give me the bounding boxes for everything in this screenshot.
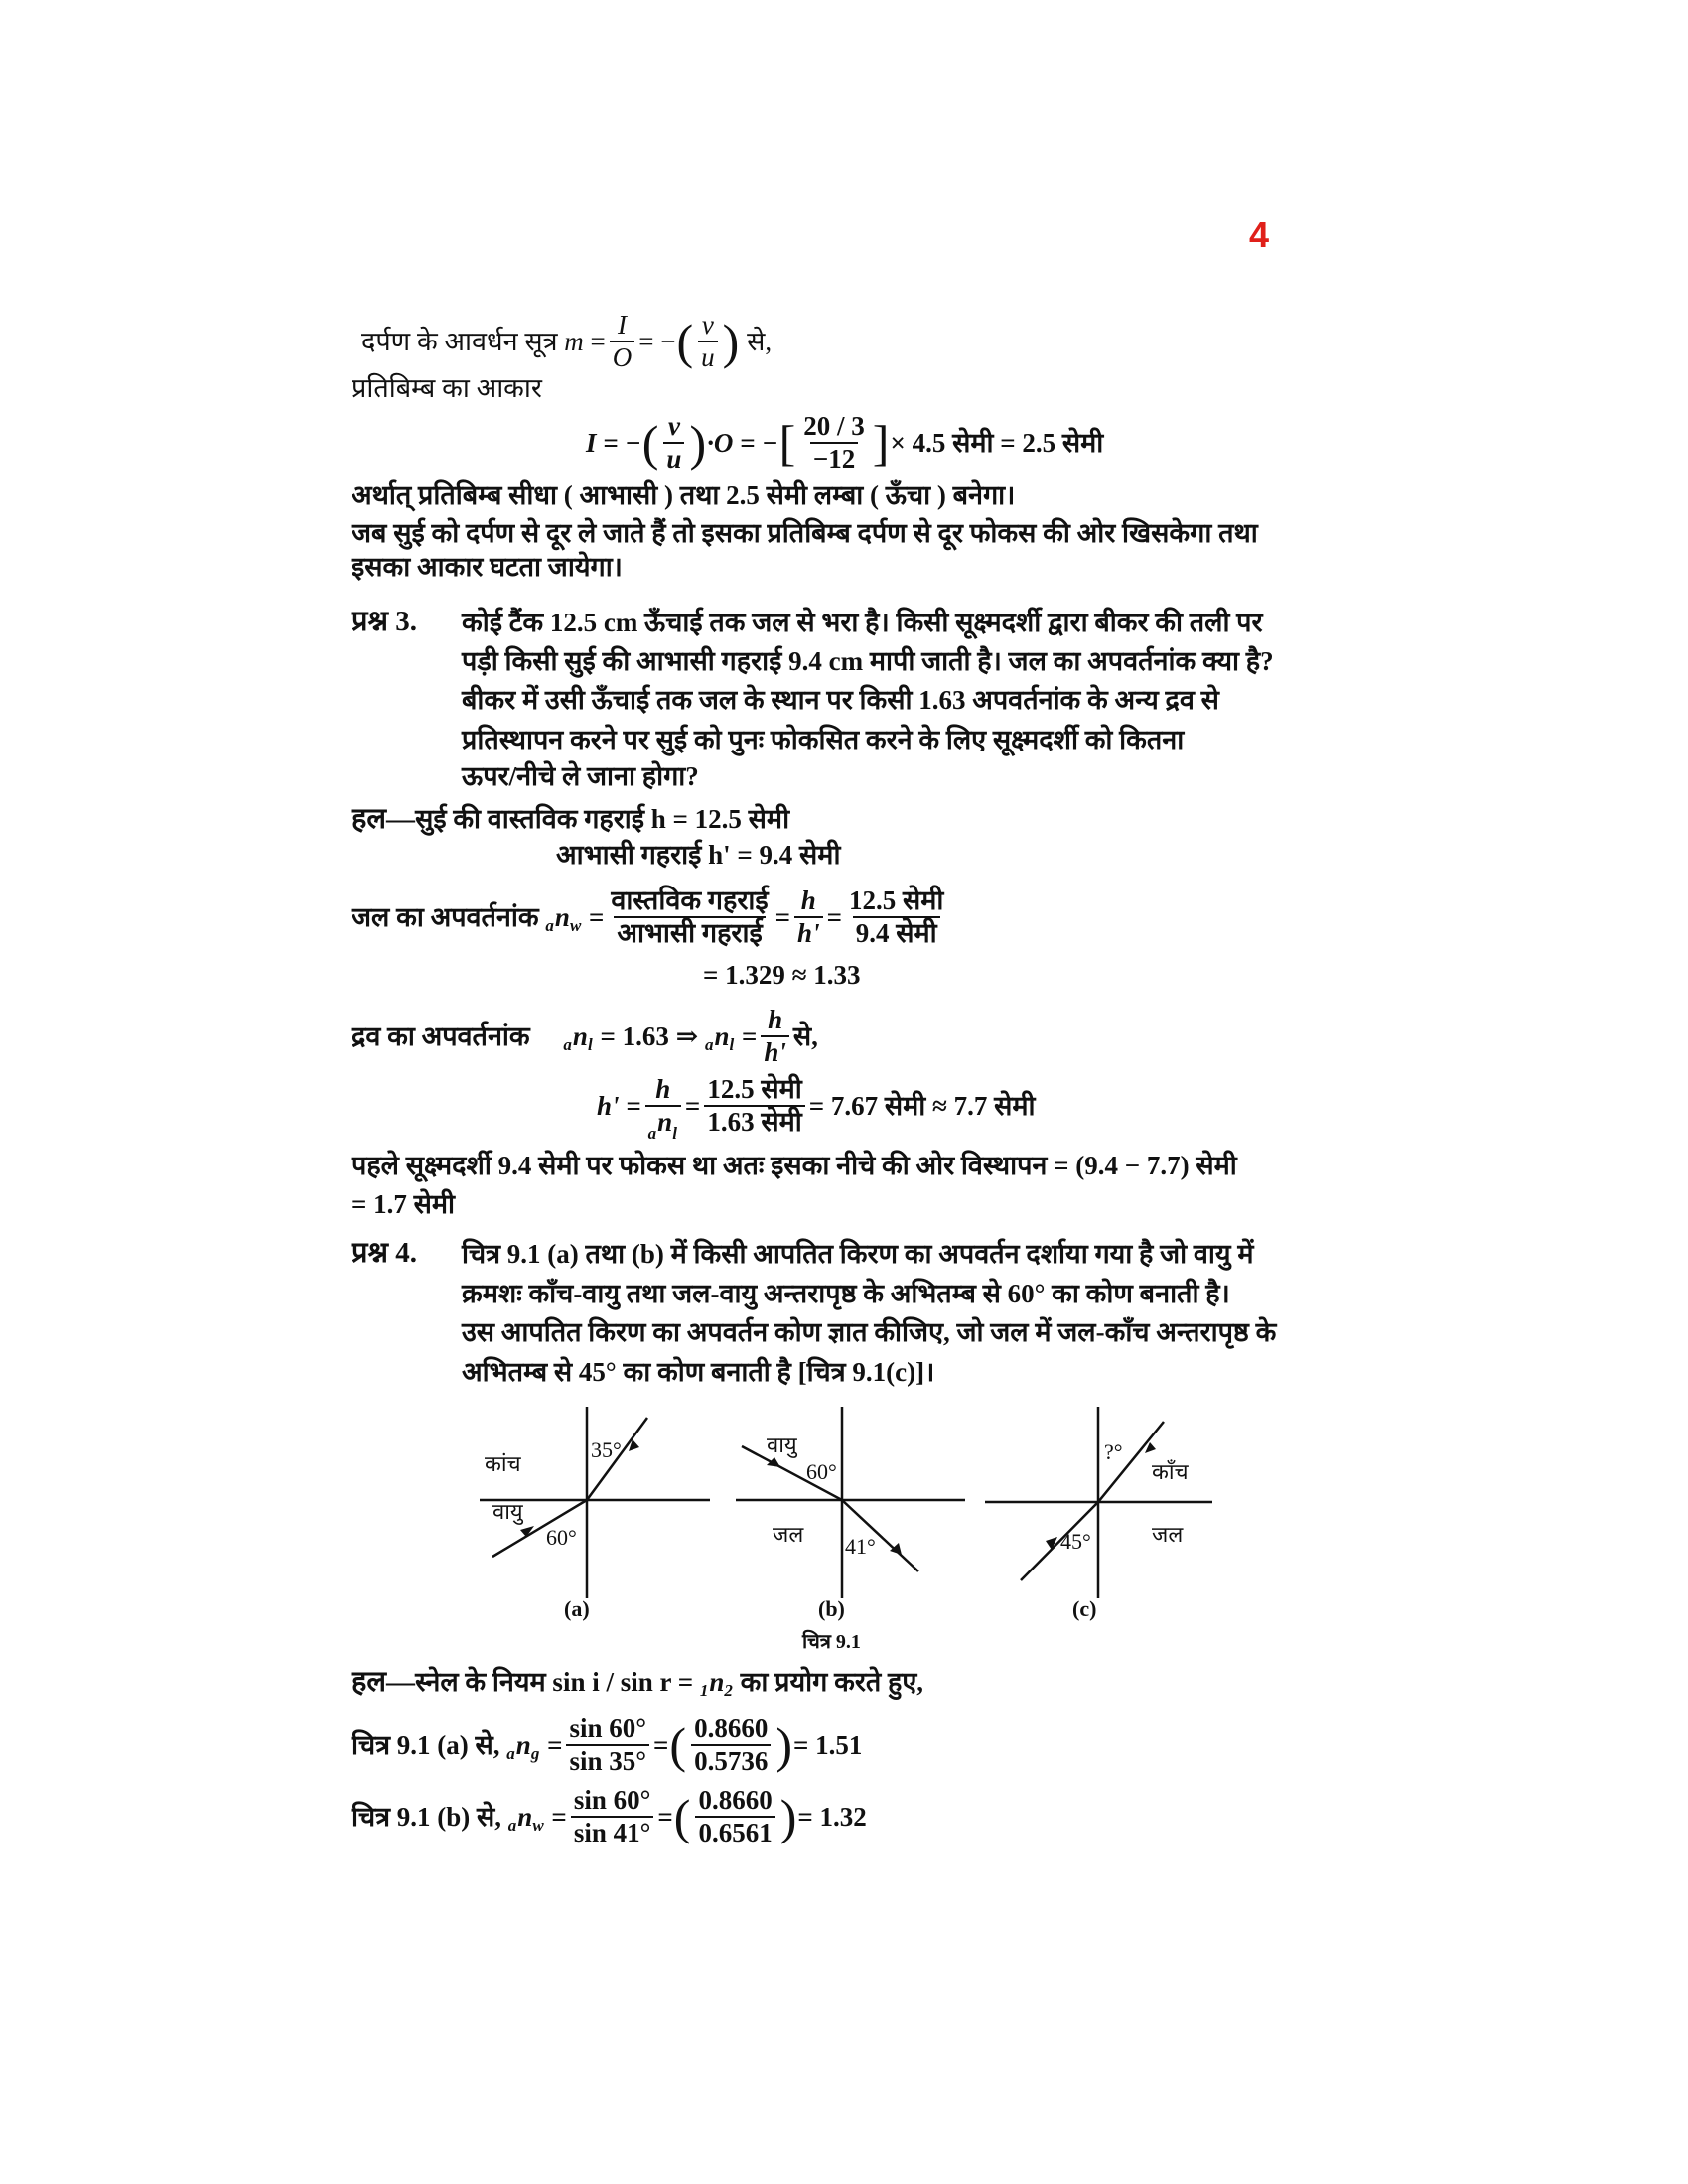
math-var: n (517, 1801, 533, 1832)
solution-line: आभासी गहराई h' = 9.4 सेमी (556, 840, 841, 870)
arrow-icon (767, 1457, 780, 1467)
result: = 1.32 (797, 1801, 867, 1832)
subscript: a (563, 1034, 572, 1054)
medium-label: वायु (767, 1433, 797, 1457)
angle-label: 41° (845, 1534, 876, 1559)
denominator: sin 35° (566, 1744, 649, 1777)
text: का प्रयोग करते हुए, (740, 1667, 924, 1697)
subscript: 1 (699, 1681, 709, 1700)
medium-label: काँच (1152, 1459, 1189, 1484)
subscript: a (507, 1815, 517, 1835)
math-var: n (657, 1107, 673, 1138)
numerator: 12.5 सेमी (848, 886, 944, 915)
question-line: बीकर में उसी ऊँचाई तक जल के स्थान पर किसी 1.63 अपवर्तनांक के अन्य द्रव से (462, 685, 1219, 715)
bracket: ] (872, 415, 890, 472)
subscript: a (647, 1124, 657, 1144)
question-line: पड़ी किसी सुई की आभासी गहराई 9.4 cm मापी जाती है। जल का अपवर्तनांक क्या है? (462, 646, 1274, 676)
arrow-icon (520, 1526, 534, 1537)
text: से, (792, 1021, 818, 1051)
math-op: = (551, 1801, 567, 1832)
arrow-icon (890, 1543, 902, 1555)
subscript: w (532, 1815, 544, 1835)
paren: ( (676, 314, 694, 370)
math-var: n (572, 1021, 588, 1051)
water-index-calc (352, 1785, 867, 1848)
paren: ( (641, 415, 659, 472)
text: दर्पण के आवर्धन सूत्र (361, 326, 558, 356)
numerator: h (800, 886, 816, 915)
subfigure-label: (a) (564, 1596, 590, 1621)
math-var: n (709, 1667, 725, 1697)
medium-label: जल (773, 1522, 804, 1547)
subscript: a (704, 1034, 714, 1054)
medium-label: वायु (492, 1499, 523, 1524)
paren: ) (775, 1717, 792, 1774)
paren: ) (689, 415, 707, 472)
subscript: a (545, 915, 554, 935)
subscript: l (729, 1034, 735, 1054)
subscript: l (587, 1034, 593, 1054)
numerator: 12.5 सेमी (707, 1074, 802, 1104)
subscript: g (530, 1743, 540, 1763)
numerator: v (701, 310, 714, 340)
math: ·O = − (707, 427, 778, 458)
denominator: −12 (810, 442, 858, 475)
medium-label: कांच (485, 1451, 521, 1476)
angle-label: 60° (806, 1459, 837, 1484)
displacement-result: = 1.7 सेमी (352, 1189, 456, 1219)
subfigure-label: (c) (1072, 1596, 1097, 1621)
subscript: w (569, 915, 582, 935)
angle-label: 45° (1060, 1529, 1091, 1554)
numerator: 0.8660 (694, 1713, 769, 1743)
question-line: अभितम्ब से 45° का कोण बनाती है [चित्र 9.1(c)]। (462, 1357, 935, 1387)
numerator: sin 60° (573, 1785, 651, 1815)
math-op: = (590, 326, 606, 356)
fraction (691, 1713, 771, 1777)
denominator: h' (794, 916, 823, 949)
math-var: n (515, 1729, 531, 1760)
displacement-line: पहले सूक्ष्मदर्शी 9.4 सेमी पर फोकस था अतः इसका नीचे की ओर विस्थापन = (9.4 − 7.7) सेमी (352, 1151, 1237, 1180)
text: स्नेल के नियम sin i / sin r = (415, 1667, 694, 1697)
subscript: l (672, 1124, 677, 1144)
paren: ( (673, 1789, 691, 1845)
numerator: वास्तविक गहराई (611, 886, 769, 915)
question-line: चित्र 9.1 (a) तथा (b) में किसी आपतित किरण का अपवर्तन दर्शाया गया है जो वायु में (462, 1239, 1254, 1269)
denominator: u (663, 442, 684, 475)
water-refractive-index-formula: जल का अपवर्तनांक a n w = $\frac{\text{वास्तविक गहराई}}{\text{आभासी गहराई}}$ = $\frac{h}{h'}$ = $\frac{\text{12.5 सेमी}}{\text{9.4 सेमी}}$ (352, 886, 950, 949)
denominator: 0.6561 (695, 1816, 774, 1848)
angle-label: 60° (546, 1525, 577, 1550)
denominator: O (610, 341, 635, 373)
math-op: = (741, 1021, 758, 1051)
numerator: I (618, 310, 628, 340)
glass-index-calc (352, 1713, 862, 1777)
text: चित्र 9.1 (a) से, (352, 1729, 500, 1760)
math: = 1.63 ⇒ (600, 1021, 699, 1051)
solution-label: हल— (352, 803, 416, 835)
solution-label: हल— (352, 1666, 416, 1698)
conclusion-line: अर्थात् प्रतिबिम्ब सीधा ( आभासी ) तथा 2.5 सेमी लम्बा ( ऊँचा ) बनेगा। (352, 480, 1016, 510)
fraction (571, 1785, 654, 1848)
medium-label: जल (1152, 1522, 1184, 1547)
math-op: = − (638, 326, 676, 356)
text: चित्र 9.1 (b) से, (352, 1801, 502, 1832)
question-line: ऊपर/नीचे ले जाना होगा? (462, 761, 699, 791)
math-op: = (657, 1801, 673, 1832)
text: से, (747, 326, 773, 356)
denominator: 0.5736 (691, 1744, 771, 1777)
result-line: = 1.329 ≈ 1.33 (703, 960, 861, 990)
math-var: m (564, 326, 584, 356)
paren: ( (669, 1717, 687, 1774)
fraction (695, 1785, 774, 1848)
text: द्रव का अपवर्तनांक (352, 1021, 530, 1051)
numerator: h (768, 1005, 783, 1034)
image-size-label: प्रतिबिम्ब का आकार (352, 373, 542, 403)
math: h' = (597, 1090, 641, 1121)
paren: ) (722, 314, 740, 370)
text: सुई की वास्तविक गहराई h = 12.5 सेमी (415, 804, 790, 834)
page-number: 4 (1249, 214, 1270, 255)
denominator: 1.63 सेमी (704, 1105, 804, 1138)
numerator: v (667, 411, 680, 441)
math-op: = (653, 1729, 669, 1760)
question-3-label: प्रश्न 3. (352, 606, 418, 637)
question-4-label: प्रश्न 4. (352, 1237, 418, 1269)
numerator: sin 60° (569, 1713, 647, 1743)
denominator: h' (761, 1035, 789, 1068)
fraction (566, 1713, 649, 1777)
math-op: = (547, 1729, 563, 1760)
math-var: n (714, 1021, 730, 1051)
paren: ) (779, 1789, 797, 1845)
math-var: n (554, 901, 570, 932)
denominator: 9.4 सेमी (853, 916, 940, 949)
question-line: क्रमशः काँच-वायु तथा जल-वायु अन्तरापृष्ठ के अभितम्ब से 60° का कोण बनाती है। (462, 1279, 1230, 1308)
subscript: 2 (724, 1681, 733, 1700)
numerator: 20 / 3 (803, 411, 865, 441)
text: जल का अपवर्तनांक (352, 901, 539, 932)
question-line: उस आपतित किरण का अपवर्तन कोण ज्ञात कीजिए, जो जल में जल-काँच अन्तरापृष्ठ के (462, 1317, 1277, 1347)
denominator: u (698, 341, 718, 373)
math: I = − (586, 427, 641, 458)
subscript: a (506, 1743, 515, 1763)
numerator: 0.8660 (698, 1785, 773, 1815)
math: × 4.5 सेमी = 2.5 सेमी (890, 427, 1104, 458)
angle-label: 35° (591, 1437, 622, 1462)
denominator: sin 41° (571, 1816, 654, 1848)
question-line: कोई टैंक 12.5 cm ऊँचाई तक जल से भरा है। किसी सूक्ष्मदर्शी द्वारा बीकर की तली पर (462, 608, 1263, 637)
math-op: = (684, 1090, 701, 1121)
numerator: h (655, 1074, 671, 1104)
arrow-icon (1046, 1537, 1057, 1550)
angle-label: ?° (1104, 1439, 1123, 1464)
snell-law-line (352, 1666, 924, 1700)
math: = 7.67 सेमी ≈ 7.7 सेमी (808, 1090, 1036, 1121)
subfigure-label: (b) (818, 1596, 845, 1621)
denominator: आभासी गहराई (614, 916, 765, 949)
bracket: [ (778, 415, 796, 472)
result: = 1.51 (792, 1729, 863, 1760)
figure-caption: चित्र 9.1 (802, 1631, 861, 1653)
question-line: प्रतिस्थापन करने पर सुई को पुनः फोकसित करने के लिए सूक्ष्मदर्शी को कितना (462, 725, 1185, 754)
paragraph-line: इसका आकार घटता जायेगा। (352, 552, 623, 582)
paragraph-line: जब सुई को दर्पण से दूर ले जाते हैं तो इसका प्रतिबिम्ब दर्पण से दूर फोकस की ओर खिसकेगा तथा (352, 518, 1258, 548)
